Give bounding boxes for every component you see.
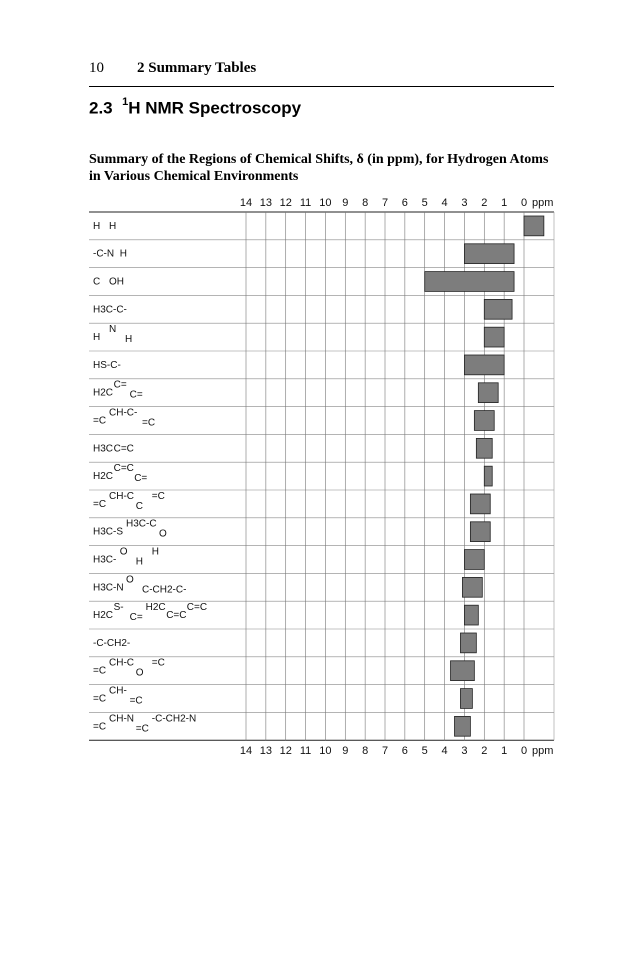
caption-line-1: Summary of the Regions of Chemical Shifts, δ (in ppm), for Hydrogen Atoms	[89, 152, 549, 167]
bottom-tick-label-8: 8	[362, 745, 369, 757]
bottom-tick-label-5: 5	[421, 745, 428, 757]
bottom-tick-label-13: 13	[259, 745, 272, 757]
structure-fragment: O	[159, 528, 167, 540]
structure-fragment: C=	[129, 389, 143, 401]
structure-fragment: H3C-S	[93, 526, 124, 538]
bottom-tick-label-2: 2	[481, 745, 488, 757]
top-tick-label-9: 9	[342, 197, 349, 209]
structure-fragment: S-	[113, 602, 124, 614]
top-tick-label-4: 4	[441, 197, 448, 209]
structure-fragment: H	[93, 220, 101, 232]
structure-fragment: H3C-N	[93, 582, 124, 594]
shift-range-bar-row-2	[464, 244, 514, 264]
structure-label-row-4	[93, 304, 127, 315]
structure-fragment: HS-C-	[93, 359, 121, 371]
caption-line-2: in Various Chemical Environments	[89, 169, 299, 184]
structure-label-row-1	[93, 221, 116, 232]
structure-label-row-11	[93, 491, 165, 512]
structure-fragment: H	[125, 334, 133, 346]
structure-fragment: =C	[151, 490, 165, 502]
structure-fragment: =C	[93, 415, 107, 427]
structure-fragment: C=	[113, 379, 127, 391]
top-tick-label-2: 2	[481, 197, 488, 209]
structure-label-row-2	[93, 249, 127, 260]
structure-fragment: H	[151, 546, 160, 558]
shift-range-bar-row-16	[460, 633, 476, 653]
structure-label-row-5	[93, 324, 132, 345]
section-number: 2.3	[89, 98, 113, 118]
bottom-tick-label-7: 7	[381, 745, 389, 757]
structure-label-row-6	[93, 360, 121, 371]
structure-fragment: OH	[109, 276, 124, 288]
structure-label-row-9	[93, 443, 134, 454]
structure-fragment: O	[126, 574, 134, 586]
section-title: H NMR Spectroscopy	[128, 98, 302, 118]
structure-label-row-12	[93, 519, 167, 540]
shift-range-bar-row-17	[451, 661, 475, 681]
structure-label-row-15	[93, 602, 207, 623]
structure-fragment: CH-C	[109, 490, 134, 502]
structure-fragment: =C	[135, 723, 149, 735]
structure-fragment: H	[93, 332, 101, 344]
top-tick-label-5: 5	[421, 197, 428, 209]
structure-label-row-10	[93, 463, 147, 484]
shift-range-bar-row-9	[476, 438, 492, 458]
bottom-tick-label-6: 6	[401, 745, 408, 757]
bottom-tick-label-0: 0	[520, 745, 528, 757]
shift-range-bar-row-10	[484, 466, 492, 486]
shift-range-bar-row-18	[460, 689, 472, 709]
shift-range-bar-row-5	[484, 327, 504, 347]
structure-fragment: H3C-	[93, 554, 117, 566]
top-tick-label-8: 8	[362, 197, 369, 209]
top-tick-label-0: 0	[520, 197, 528, 209]
bottom-tick-label-4: 4	[441, 745, 448, 757]
top-tick-label-3: 3	[461, 197, 468, 209]
structure-fragment: C=C	[166, 610, 187, 622]
shift-range-bar-row-1	[524, 216, 544, 236]
shift-range-bar-row-15	[464, 605, 478, 625]
bottom-tick-label-3: 3	[461, 745, 468, 757]
structure-fragment: -C-N	[93, 248, 115, 260]
chapter-title: 2 Summary Tables	[137, 60, 257, 76]
structure-fragment: =C	[93, 498, 107, 510]
structure-fragment: H	[109, 220, 117, 232]
structure-fragment: -C-CH2-	[93, 637, 131, 649]
structure-label-row-14	[93, 574, 186, 595]
structure-label-row-17	[93, 658, 165, 679]
shift-range-bar-row-13	[464, 550, 484, 570]
top-tick-label-6: 6	[401, 197, 408, 209]
structure-fragment: =C	[142, 417, 156, 429]
bottom-tick-label-1: 1	[501, 745, 508, 757]
bottom-tick-label-14: 14	[239, 745, 253, 757]
structure-label-row-19	[93, 713, 196, 734]
shift-range-bar-row-7	[478, 383, 498, 403]
structure-fragment: H3C	[93, 443, 114, 455]
structure-fragment: C=C	[186, 602, 208, 614]
structure-label-row-7	[93, 380, 143, 401]
shift-range-bar-row-19	[455, 716, 471, 736]
top-tick-label-14: 14	[239, 197, 253, 209]
top-tick-label-11: 11	[299, 197, 312, 209]
shift-range-bar-row-6	[464, 355, 504, 375]
structure-fragment: C=C	[113, 463, 134, 475]
top-tick-label-13: 13	[259, 197, 272, 209]
structure-fragment: =C	[93, 665, 107, 677]
structure-label-row-3	[93, 277, 124, 288]
structure-fragment: H3C-C	[126, 518, 157, 530]
structure-fragment: O	[119, 546, 128, 558]
structure-fragment: CH-	[109, 685, 127, 697]
structure-fragment: O	[135, 667, 144, 679]
structure-fragment: CH-C-	[109, 407, 138, 419]
structure-fragment: C	[93, 276, 101, 288]
top-tick-label-10: 10	[319, 197, 332, 209]
bottom-tick-label-11: 11	[299, 745, 312, 757]
bottom-tick-label-12: 12	[279, 745, 292, 757]
structure-label-row-18	[93, 686, 143, 707]
structure-fragment: C-CH2-C-	[142, 584, 187, 596]
structure-fragment: N	[109, 324, 117, 336]
structure-fragment: C=	[129, 612, 143, 624]
structure-fragment: H2C	[93, 471, 114, 483]
structure-fragment: H	[119, 248, 128, 260]
structure-label-layer	[93, 221, 207, 734]
structure-label-row-8	[93, 408, 155, 429]
bottom-tick-label-10: 10	[319, 745, 332, 757]
structure-fragment: CH-N	[109, 713, 134, 725]
bottom-unit-label: ppm	[532, 745, 554, 757]
shift-range-bar-row-4	[484, 299, 512, 319]
structure-fragment: =C	[93, 721, 107, 733]
shift-range-bar-row-14	[462, 577, 482, 597]
top-tick-label-12: 12	[279, 197, 292, 209]
structure-fragment: H2C	[93, 387, 114, 399]
structure-fragment: H3C-C-	[93, 304, 127, 316]
structure-fragment: -C-CH2-N	[151, 713, 197, 725]
structure-fragment: =C	[151, 657, 165, 669]
structure-fragment: H	[135, 556, 144, 568]
shift-range-bar-row-11	[470, 494, 490, 514]
structure-fragment: C=	[134, 473, 148, 485]
structure-fragment: =C	[93, 693, 107, 705]
top-unit-label: ppm	[532, 197, 554, 209]
structure-fragment: CH-C	[109, 657, 134, 669]
section-superscript: 1	[122, 96, 129, 108]
structure-label-row-16	[93, 638, 130, 649]
structure-label-row-13	[93, 547, 159, 568]
page-number: 10	[89, 60, 104, 76]
structure-fragment: C	[135, 500, 144, 512]
shift-range-bar-row-12	[470, 522, 490, 542]
top-tick-label-7: 7	[381, 197, 389, 209]
bottom-tick-label-9: 9	[342, 745, 349, 757]
structure-fragment: H2C	[145, 602, 166, 614]
structure-fragment: H2C	[93, 610, 114, 622]
shift-range-bar-row-8	[474, 411, 494, 431]
structure-fragment: =C	[129, 695, 143, 707]
shift-range-bar-row-3	[425, 272, 514, 292]
top-tick-label-1: 1	[501, 197, 508, 209]
structure-fragment: C=C	[113, 443, 134, 455]
